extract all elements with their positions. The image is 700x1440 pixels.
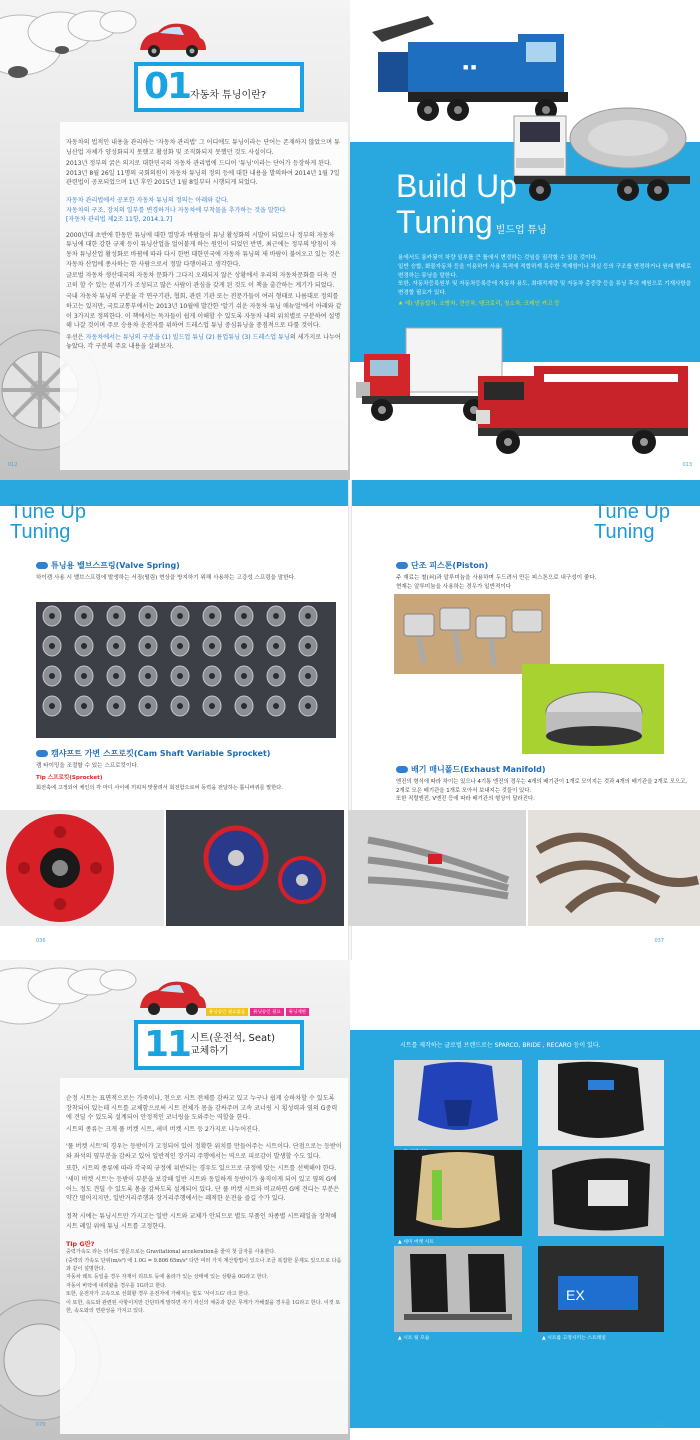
manifold-photo-1 (348, 810, 526, 926)
paragraph: 순정 시트는 표면적으로는 가죽이나, 천으로 시트 전체를 감싸고 있고 누구나 쉽게 승하차할 수 있도록 장착되어 있는데 시트를 교체함으로써 시트 전체가 몸을 감싸주며 고속 코너링 시 횡성력과 옆의 G중력에 견딜 수 있도록 설계되어 안정적인 코너링을 도와주는 역할을 한다. (66, 1095, 338, 1122)
desc-line: 용에서도 롱카됫이 차량 일부를 큰 틀에서 변경하는 것임을 짐작할 수 있을 것이다. (398, 255, 598, 261)
article-body (66, 1094, 342, 1315)
svg-text:EX: EX (566, 1287, 585, 1303)
red-car-icon (136, 978, 208, 1018)
page-number-right: 037 (654, 938, 664, 944)
spread-seat (0, 960, 700, 1440)
heading-text: 배기 매니폴드(Exhaust Manifold) (411, 765, 546, 774)
right-page (350, 0, 700, 480)
bullet-icon (36, 750, 48, 757)
tip-text: 회전축에 고정되어 체인의 각 마디 사이에 끼워져 맞물려서 회전함으로써 동력을 전달하는 톱니바퀴를 말한다. (36, 785, 283, 791)
seat-rail-photo (394, 1246, 522, 1332)
page-number-right: 071 (654, 1422, 664, 1428)
title-korean: 빌드업 튜닝 (495, 225, 547, 236)
heading-text: 단조 피스톤(Piston) (411, 561, 489, 570)
text: 우선은 (66, 333, 86, 341)
manifold-photo-2 (528, 810, 700, 926)
tip-title: Tip G란? (66, 1240, 95, 1249)
tip-line: 이 또한, 속도와 관련된 사항이지만 간단하게 말하면 자기 자신의 체중과 같은 무게가 가해졌을 경우를 1G라고 한다. 이것 또한, 속도와의 연관성을 가지고 있다. (66, 1299, 341, 1314)
paragraph: 글로벌 자동차 생산대국의 자동차 문화가 그다지 오래되지 않은 상황에서 우리의 자동차문화를 더욱 견고히 할 수 있는 분위기가 조성되고 많은 사람이 관심을 갖게 된 것도 이 책을 출간하는 계기가 되었다. (66, 272, 337, 289)
paragraph: 또한, 시트의 종류에 따라 각국의 규정에 위반되는 경우도 있으므로 규정에 맞는 시트를 선택해야 한다. (66, 1164, 337, 1172)
caption: ▲ 시트 틸 모습 (398, 1336, 430, 1341)
page-number-left: 036 (36, 938, 46, 944)
engine-belt-photo (166, 810, 344, 926)
page-title-right (594, 502, 670, 542)
right-page (350, 960, 700, 1440)
tip-line: 중력가속도 라는 의미로 영문으로는 Gravitational acceleration을 줄여 첫 글자를 사용한다. (66, 1249, 276, 1256)
paragraph: 시트의 종류는 크게 풀 버켓 시트, 세미 버켓 시트 등 2가지로 나누어진다. (66, 1125, 260, 1133)
full-bucket-seat-photo (394, 1060, 522, 1146)
tag: 튜닝승인 필요없음 (206, 1008, 248, 1016)
seat-photo-2 (538, 1060, 664, 1146)
paragraph: 정착 시에는 튜닝시트만 가지고는 일반 시트와 교체가 안되므로 별도 부품인 차종별 시트레일을 장착해 시트 레일 위에 튜닝 시트를 고정한다. (66, 1212, 337, 1230)
section-heading (396, 764, 546, 775)
section-desc: 엔진의 형식에 따라 차이는 있으나 4기통 엔진의 경우는 4개의 배기관이 1개로 모이지는 것과 4개의 배기관을 2개로 모으고, 2개로 모은 배기관을 1개로 모아서 보내지는 것들이 있다. 또한 직렬엔진, V엔진 등에 따라 배기관의 형상이 달라진다. (396, 779, 688, 803)
paragraph-last (66, 333, 342, 352)
bullet-icon (36, 562, 48, 569)
tip-line: 자동이 바닥에 내려왔을 경우를 1G라고 한다. (66, 1282, 167, 1289)
section-heading (36, 560, 180, 571)
chapter-title (190, 1032, 275, 1058)
valve-spring-photo (36, 602, 336, 738)
spread-tune-up (0, 480, 700, 960)
tag: 튜닝승인 필요 (250, 1008, 284, 1016)
spread-build-up (0, 0, 700, 480)
law-quote: 자동차 관리법에서 공포한 자동차 튜닝의 정의는 아래와 같다. 자동차의 구조, 장치의 일부를 변경하거나 자동차에 부착물을 추가하는 것을 말한다 [자동차 관리법 제2조 11항, 2014.1.7] (66, 196, 286, 224)
tip-line: (중력의 가속도 단위(m/s²) 에 1.0G = 9.806 65m/s² 다만 여러 가지 계산방법이 있으나 조금 복잡한 문제도 있으므로 다음과 같이 설명한다. (66, 1257, 342, 1272)
chapter-badge (134, 1020, 304, 1070)
approval-tags (206, 1008, 309, 1016)
title-line: 시트(운전석, Seat) (190, 1033, 276, 1044)
page-number-left: 012 (8, 462, 18, 468)
section-heading (396, 560, 488, 571)
title-line: Tune Up (10, 501, 86, 523)
desc-line: 또한, 자동차등록원부 및 자동차등록증에 자동차 용도, 최대적재량 및 자동차 총중량 등을 튜닝 후의 제원으로 기재사항을 변경할 필요가 있다. (398, 281, 692, 297)
text: 의 세가지로 나누어 놓았다. 각 구분의 주요 내용을 살펴보자. (66, 333, 341, 351)
page-number-left: 070 (36, 1422, 46, 1428)
section-title (396, 168, 547, 249)
brands-intro: 시트를 제작하는 글로벌 브랜드로는 SPARCO, BRIDE , RECARO 등이 있다. (400, 1042, 601, 1049)
article-body (66, 138, 342, 352)
caption: ▲ 세미 버켓 시트 (398, 1240, 435, 1245)
title-line: Tuning (594, 521, 655, 543)
piston-set-photo (394, 594, 550, 674)
chapter-badge (134, 62, 304, 112)
section-heading (36, 748, 270, 759)
title-line: Build Up (396, 168, 517, 204)
paragraph: 자동차의 법적인 내용을 관리하는 '자동차 관리법' 그 어디에도 튜닝이라는 단어는 존재하지 않았으며 튜닝산업 자체가 양성화되지 못했고 활성화 및 조직화되지 못했던 것도 사실이다. (66, 139, 340, 156)
title-line: Tuning (10, 521, 71, 543)
semi-bucket-seat-photo (394, 1150, 522, 1236)
section-desc: 캠 타이밍을 조절할 수 있는 스프로킷이다. (36, 763, 139, 769)
bullet-icon (396, 766, 408, 773)
example-line: ★ 예) 냉동탑차, 소방차, 견인차, 탱크로리, 청소차, 크레인 카고 등 (398, 300, 560, 307)
section-desc: 하이캠 사용 시 밸브스프링에 발생하는 서징(떨림) 현상을 방지하기 위해 사용하는 고강성 스프링을 말한다. (36, 575, 296, 581)
seat-photo-4 (538, 1150, 664, 1236)
tag: 튜닝제한 (286, 1008, 309, 1016)
page-number-right: 013 (682, 462, 692, 468)
chapter-title: 자동차 튜닝이란? (190, 90, 267, 101)
red-car-icon (136, 20, 208, 60)
section-description (398, 254, 694, 309)
desc-line: 일반 승합, 화물자동차 등을 이용하여 사용 목적에 적합하게 특수한 적재함이나 차실 등의 구조를 변경하거나 원래 형태로 변경하는 튜닝을 말한다. (398, 263, 692, 279)
paragraph: 국내 자동차 튜닝의 구분을 각 연구기관, 협회, 관련 기관 또는 전문가들이 여러 형태로 나름대로 정의를 하고는 있지만, 국토교통부에서는 2013년 10월에 발간한 '알기 쉬운 자동차 튜닝 매뉴얼'에서 아래와 같이 3가지로 정의한다. 이 책에서는 독자들이 쉽게 이해할 수 있도록 자동차 내의 위치별로 구분하여 설명해 나갈 것이며 주로 승용차 운전자를 위하여 드레스업 튜닝 중심튜닝을 중점적으로 다룰 것이다. (66, 293, 342, 330)
tip-body (66, 1248, 342, 1315)
paragraph: 2013년 정부의 굵은 의지로 대한민국의 자동차 관리법에 드디어 '튜닝'이라는 단어가 등장하게 된다. 2013년 8월 26일 11명의 국회의원이 자동차 튜닝의 정의 등에 대한 내용을 발의하여 2014년 1월 7일 관련법이 공포되었으며 1년 후인 2015년 1월 8일부터 시행되게 되었다. (66, 160, 340, 187)
highlight-text: 자동차에서는 튜닝의 구분을 (1) 빌드업 튜닝 (2) 튠업튜닝 (3) 드레스업 튜닝 (85, 333, 290, 341)
sprocket-photo (0, 810, 164, 926)
section-desc: 주 재료는 철(쇠)과 알루미늄을 사용하며 두드려서 만든 피스톤으로 내구성이 좋다. 현재는 알루미늄을 사용하는 경우가 일반적이다 (396, 575, 597, 590)
paragraph: 2000년대 초반에 한동안 튜닝에 대한 열망과 바람들이 튜닝 활성화의 시발이 되었으나 정부의 자동차 튜닝에 대한 강한 규제 등이 튜닝산업을 얼어붙게 하는 원인이 되었던 반면, 최근에는 정부의 방침이 자동차 튜닝산업 활성화로 바뀜에 따라 다시 한번 대한민국에 자동차 튜닝의 새 바람이 불어오고 있는 것은 자동차 산업에 종사하는 한 사람으로서 정말 다행이라고 생각한다. (66, 231, 341, 268)
seat-rail-mount-photo (538, 1246, 664, 1332)
tip-line: 또한, 운전자가 고속으로 선회할 경우 운전자에 가해지는 힘도 '사이드G' 라고 한다. (66, 1291, 250, 1298)
paragraph: '세미 버켓 시트'는 등받이 부분을 보강해 일반 시트와 동일하게 등받이가 움직이게 되어 있고 옆의 G에 어느 정도 견딜 수 있도록 몸을 감싸도록 설계되어 있다. 단 풀 버켓 시트와 비교하면 G에 견디는 부분은 약간 떨어지지만, 일반거리주행과 장거리주행에서는 쾌적한 운전을 즐길 수가 있다. (66, 1176, 340, 1203)
chapter-number: 11 (144, 1024, 191, 1065)
title-line: 교체하기 (190, 1046, 229, 1057)
title-line: Tuning (396, 204, 493, 240)
bullet-icon (396, 562, 408, 569)
fire-truck-photo (474, 350, 694, 460)
tip-line: 자동차 레트 등일을 경우 자재이 리프트 등에 올라가 있는 상태에 있는 상황을 0G라고 한다. (66, 1274, 269, 1281)
heading-text: 튜닝용 밸브스프링(Valve Spring) (51, 561, 180, 570)
paragraph: '풀 버켓 시트'의 경우는 등받이가 고정되어 있어 정확한 위치를 만들어주는 시트이다. 단점으로는 등받이와 좌석의 옆부분을 감싸고 있어 일반적인 장거리 주행에서는 역으로 피로감이 발생할 수도 있다. (66, 1143, 342, 1160)
page-title-left (10, 502, 86, 542)
tip-title: Tip 스프로킷(Sprocket) (36, 775, 103, 781)
chapter-number: 01 (144, 66, 191, 107)
svg-text:■ ■: ■ ■ (463, 62, 477, 72)
heading-text: 캠샤프트 가변 스프로킷(Cam Shaft Variable Sprocket) (51, 749, 271, 758)
piston-photo (522, 664, 664, 754)
caption: ▲ 시트를 고정시키는 스트레일 (542, 1336, 606, 1341)
title-line: Tune Up (594, 501, 670, 523)
